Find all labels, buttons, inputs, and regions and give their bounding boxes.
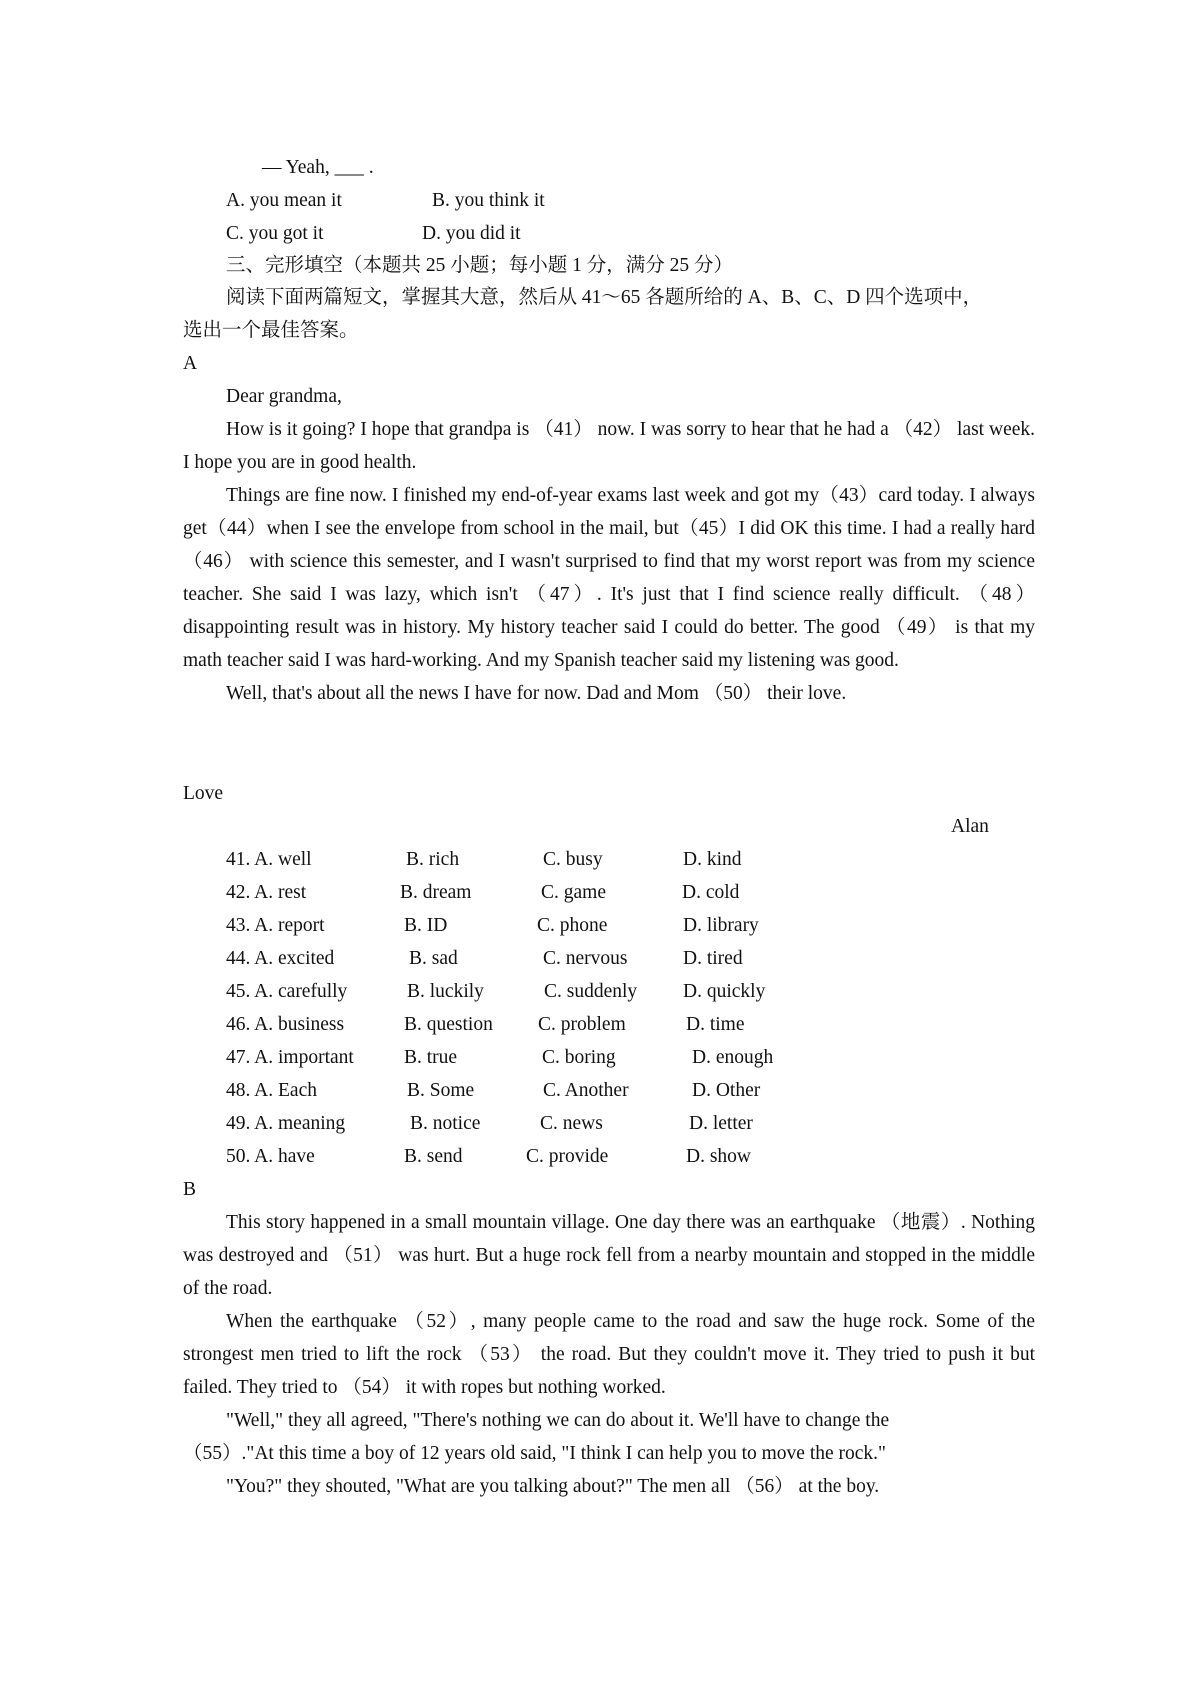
question-42-a: 42. A. rest xyxy=(226,882,307,903)
question-45-d: D. quickly xyxy=(683,981,766,1002)
question-49-c: C. news xyxy=(540,1113,603,1134)
passage-b-body xyxy=(183,1206,1035,1404)
question-49-d: D. letter xyxy=(689,1113,753,1134)
question-41 xyxy=(226,843,926,876)
question-50 xyxy=(226,1140,926,1173)
question-44-c: C. nervous xyxy=(543,948,628,969)
question-48-b: B. Some xyxy=(407,1080,475,1101)
question-43-a: 43. A. report xyxy=(226,915,325,936)
passage-b-paragraph-4: "You?" they shouted, "What are you talking about?" The men all （56） at the boy. xyxy=(226,1476,880,1497)
letter-signature: Alan xyxy=(951,816,989,837)
prev-answer-line: — Yeah, ___ . xyxy=(262,157,374,178)
question-42-b: B. dream xyxy=(400,882,472,903)
section-heading: 三、完形填空（本题共 25 小题；每小题 1 分，满分 25 分） xyxy=(226,255,734,276)
passage-a-label: A xyxy=(183,353,198,374)
question-47 xyxy=(226,1041,926,1074)
question-48-c: C. Another xyxy=(543,1080,629,1101)
question-44-b: B. sad xyxy=(409,948,458,969)
question-42-c: C. game xyxy=(541,882,606,903)
section-instruction-2: 选出一个最佳答案。 xyxy=(183,320,359,341)
question-43-c: C. phone xyxy=(537,915,608,936)
question-45-b: B. luckily xyxy=(407,981,484,1002)
question-41-b: B. rich xyxy=(406,849,460,870)
question-41-c: C. busy xyxy=(543,849,603,870)
question-46 xyxy=(226,1008,926,1041)
letter-greeting: Dear grandma, xyxy=(226,386,342,407)
prev-option-a: A. you mean it xyxy=(226,190,342,211)
question-42-d: D. cold xyxy=(682,882,740,903)
passage-b-label: B xyxy=(183,1179,197,1200)
question-47-a: 47. A. important xyxy=(226,1047,354,1068)
question-50-b: B. send xyxy=(404,1146,463,1167)
question-49-b: B. notice xyxy=(410,1113,481,1134)
prev-option-d: D. you did it xyxy=(422,223,521,244)
passage-b-paragraph-3-line-2: （55）."At this time a boy of 12 years old said, "I think I can help you to move the rock." xyxy=(183,1443,886,1464)
passage-a-paragraph-3: Well, that's about all the news I have for now. Dad and Mom （50） their love. xyxy=(226,683,847,704)
letter-closing: Love xyxy=(183,783,224,804)
question-44-a: 44. A. excited xyxy=(226,948,335,969)
section-instruction-1: 阅读下面两篇短文，掌握其大意，然后从 41～65 各题所给的 A、B、C、D 四个选项中， xyxy=(226,287,983,308)
prev-option-c: C. you got it xyxy=(226,223,324,244)
question-48-a: 48. A. Each xyxy=(226,1080,317,1101)
prev-option-b: B. you think it xyxy=(432,190,545,211)
question-46-a: 46. A. business xyxy=(226,1014,345,1035)
question-42 xyxy=(226,876,926,909)
question-47-d: D. enough xyxy=(692,1047,774,1068)
passage-a-paragraph-2: Things are fine now. I finished my end-of-year exams last week and got my（43）card today. I always get（44）when I see the envelope from school in the mail, but（45）I did OK this time. I had a really hard （46） with science this semester, and I wasn't surprised to find that my worst report was from my science teacher. She said I was lazy, which isn't （47）. It's just that I find science really difficult. （48） disappointing result was in history. My history teacher said I could do better. The good （49） is that my math teacher said I was hard-working. And my Spanish teacher said my listening was good. xyxy=(183,485,1035,671)
question-46-d: D. time xyxy=(686,1014,745,1035)
question-45-c: C. suddenly xyxy=(544,981,638,1002)
passage-b-paragraph-2: When the earthquake （52）, many people came to the road and saw the huge rock. Some of the strongest men tried to lift the rock （53） the road. But they couldn't move it. They tried to push it but failed. They tried to （54） it with ropes but nothing worked. xyxy=(183,1311,1035,1398)
question-46-b: B. question xyxy=(404,1014,493,1035)
question-49 xyxy=(226,1107,926,1140)
question-48 xyxy=(226,1074,926,1107)
question-44-d: D. tired xyxy=(683,948,743,969)
passage-a-paragraph-1: How is it going? I hope that grandpa is （41） now. I was sorry to hear that he had a （42） last week. I hope you are in good health. xyxy=(183,419,1035,473)
question-44 xyxy=(226,942,926,975)
question-43 xyxy=(226,909,926,942)
question-43-d: D. library xyxy=(683,915,759,936)
question-43-b: B. ID xyxy=(404,915,448,936)
question-45-a: 45. A. carefully xyxy=(226,981,348,1002)
passage-b-paragraph-1: This story happened in a small mountain village. One day there was an earthquake （地震）. Nothing was destroyed and （51） was hurt. But a huge rock fell from a nearby mountain and stopped in the middle of the road. xyxy=(183,1212,1035,1299)
passage-a-body xyxy=(183,413,1035,710)
question-45 xyxy=(226,975,926,1008)
question-50-c: C. provide xyxy=(526,1146,609,1167)
passage-b-paragraph-3-line-1: "Well," they all agreed, "There's nothing we can do about it. We'll have to change the xyxy=(226,1410,890,1431)
question-46-c: C. problem xyxy=(538,1014,626,1035)
question-47-b: B. true xyxy=(404,1047,458,1068)
question-50-a: 50. A. have xyxy=(226,1146,315,1167)
question-41-d: D. kind xyxy=(683,849,742,870)
question-50-d: D. show xyxy=(686,1146,752,1167)
question-41-a: 41. A. well xyxy=(226,849,312,870)
question-49-a: 49. A. meaning xyxy=(226,1113,346,1134)
question-48-d: D. Other xyxy=(692,1080,761,1101)
question-47-c: C. boring xyxy=(542,1047,616,1068)
